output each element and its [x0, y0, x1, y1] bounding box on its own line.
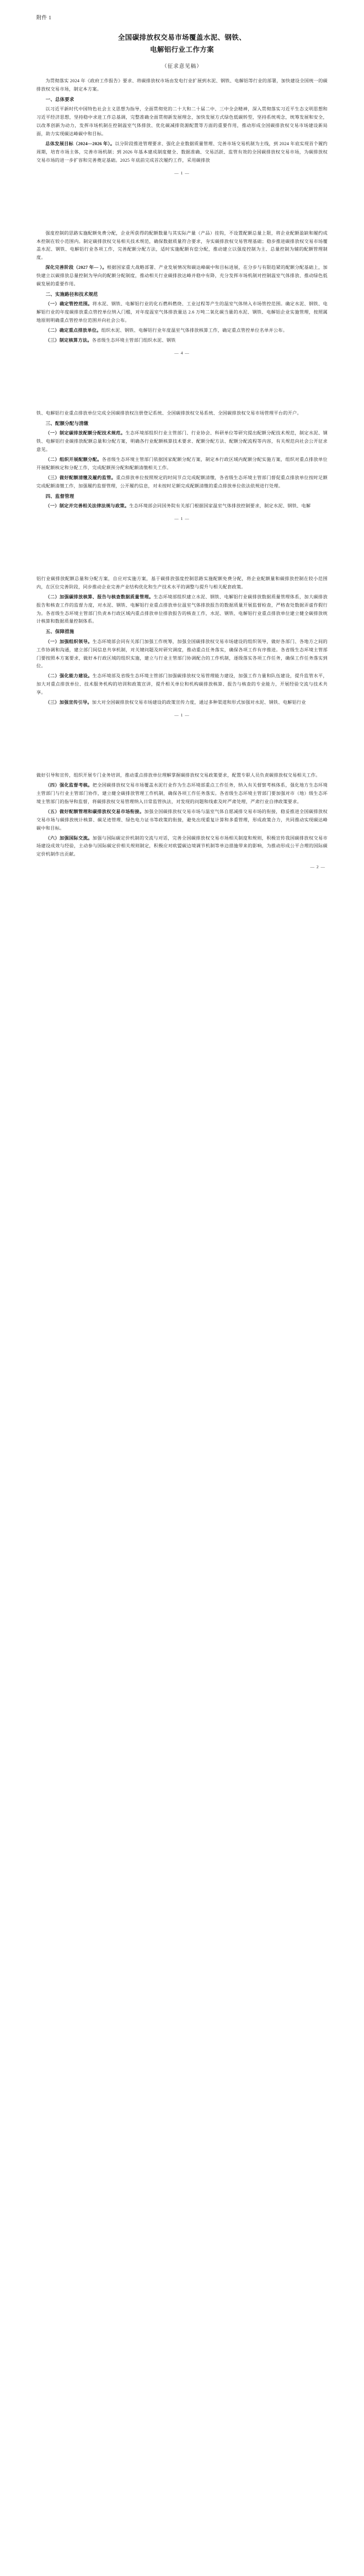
paragraph: 铝行业碳排放配额总量和分配方案，自应对实施方案，基于碳排放强度控制思路实施配额免费分配，将企业配额量和碳排放控制在较小范围内，在区位完善阶段，同步推动企业完善产业结构优化和生产技术水平的调整与提升与相关配套政策。 — [36, 576, 328, 589]
lead-body: 生态环境部会同有关部门加强工作统筹，加强全国碳排放权交易市场建设的组织领导，做好各部门、各地方之间的工作协调和沟通，建立部门间信息共享机制，对关键问题及时研究调度，推动重点任务落实，确保各项工作有序推进。各省级生态环境主管部门要按照本方案要求，做好本行政区域的组织实施，建立与行业主管部门协调配合的工作机制，逐级落实各项工作任务，确保工作任务落实到位。 — [36, 639, 328, 669]
page-number: — 1 — — [174, 516, 190, 521]
lead-label: （二）组织开展配额分配。 — [45, 456, 102, 462]
section-heading: 四、监督管理 — [45, 493, 74, 499]
lead-body: 把全国碳排放权交易市场覆盖水泥行业作为生态环境部重点工作任务，纳入有关督察考核体系，强化地方生态环境主管部门与行业主管部门协作，建立健全碳排放管理工作机制，确保各项工作任务落实。各省级生态环境主管部门要加强对市（地）级生态环境主管部门的指导和监督，将碳排放权交易管理纳入日常监管执法，对发现的问题和线索及时严肃处理，严肃行业自律政策要求。 — [36, 782, 328, 804]
lead-label: 深化完善阶段（2027 年— ）。 — [45, 265, 107, 270]
paragraph-with-lead — [36, 327, 328, 335]
lead-label: 总体发展目标（2024—2026 年）。 — [45, 141, 115, 146]
paragraph-with-lead — [36, 699, 328, 707]
document-page-5 — [0, 757, 364, 879]
section-heading: 一、总体要求 — [45, 97, 74, 102]
paragraph-with-lead — [36, 835, 328, 859]
lead-label: （三）做好配额清缴及履约监管。 — [45, 475, 116, 480]
section-heading: 五、保障措施 — [45, 629, 74, 635]
paragraph-with-lead — [36, 593, 328, 626]
paragraph-with-lead — [36, 300, 328, 325]
section-heading: 三、配额分配与清缴 — [45, 421, 89, 426]
document-subtitle: （征求意见稿） — [162, 64, 202, 70]
paragraph-with-lead — [36, 429, 328, 454]
paragraph: 为贯彻落实 2024 年《政府工作报告》要求、将碳排放权市场由发电行业扩展到水泥、钢铁、电解铝等行业的部署，加快建设全国统一的碳排放权交易市场，制定本方案。 — [36, 78, 328, 92]
page-title-line-2: 电解铝行业工作方案 — [149, 46, 215, 54]
lead-body: 以分阶段推进管理要求、强化企业数据质量管理、完善市场交易机制为主线，到 2024 年底实现首个履约周期，培育市场主体，完善市场机制；到 2026 年基本建成制度健全、数据准确、交易活跃、监管有效的全国碳排放权交易市场，为碳排放权交易市场的进一步扩容和完善奠定基础。2025 年底前完成首次履约工作，采用碳排放 — [36, 141, 328, 163]
paragraph-with-lead — [36, 140, 328, 165]
document-page-4 — [0, 561, 364, 727]
lead-body: 生态环境部会同国务院有关部门根据国家温室气体排放控制要求，制定水泥、钢铁、电解 — [129, 503, 311, 508]
paragraph-with-lead — [36, 808, 328, 833]
page-number: — 1 — — [174, 170, 190, 176]
lead-label: （六）加强国际交流。 — [45, 835, 93, 841]
lead-body: 组织水泥、钢铁、电解铝行业年度温室气体排放核算工作，确定重点管控单位名单并公布。 — [101, 328, 288, 333]
section-heading: 二、实施路径和技术规范 — [45, 292, 98, 298]
document-page-3 — [0, 395, 364, 531]
page-number: — 1 — — [174, 713, 190, 718]
lead-body: 生态环境部组织行业主管部门、行业协会、科研单位等研究提出配额分配技术规范，制定水泥、钢铁、电解铝行业碳排放配额总量和分配方案，明确各行业配额核算技术要求、配额分配方法、配额分配流程等内容，有关规范向社会公开征求意见。 — [36, 431, 328, 453]
lead-body: 加大对全国碳排放权交易市场建设的政策宣传力度，通过多种渠道和形式加强对水泥、钢铁、电解铝行业 — [92, 700, 306, 705]
lead-label: （五）做好配额管理和碳排放权交易市场衔接。 — [45, 809, 144, 814]
paragraph: 强度控制的思路实施配额免费分配，企业所获得的配额数量与其实际产量（产品）挂钩，不设置配额总量上限，将企业配额盈缺和履约成本控制在较小范围内。制定碳排放权交易相关技术规范，确保数据质量符合要求，夯实碳排放权交易管理基础；稳步推进碳排放权交易市场覆盖水泥、钢铁、电解铝行业各项工作，完善配额分配方法，适时实施配额有偿分配，推动建立以强度控制为主、总量控制为辅的配额管理制度。 — [36, 230, 328, 261]
lead-body: 生态环境部组织建立水泥、钢铁、电解铝行业碳排放数据质量管理体系，加大碳排放报告和核查工作的监督力度，对水泥、钢铁、电解铝行业重点排放单位温室气体排放报告的数据质量开展监督检查，严格查处数据弄虚作假行为。各省级生态环境主管部门负责本行政区域内重点排放单位排放报告的核查工作，水泥、钢铁、电解铝行业重点排放单位建立健全碳排放统计核算和数据质量控制体系。 — [36, 594, 328, 624]
lead-body: 各省级生态环境主管部门依据国家配额分配方案，制定本行政区域内配额分配实施方案，组织对重点排放单位开展配额核定和分配工作，完成配额预分配和配额清缴相关工作。 — [36, 456, 328, 470]
paragraph-with-lead — [36, 456, 328, 472]
page-title-line-1: 全国碳排放权交易市场覆盖水泥、钢铁、 — [117, 34, 247, 42]
lead-body: 生态环境部及省级生态环境主管部门加强碳排放权交易管理能力建设，加强工作力量和队伍建设，提升监管水平，加大对重点排放单位、技术服务机构的培训和政策宣讲，提升相关单位和机构碳排放核算、报告与核查的专业能力，开展经验交流与技术共享。 — [36, 673, 328, 695]
paragraph: 铁、电解铝行业重点排放单位完成全国碳排放权注册登记系统、全国碳排放权交易系统、全国碳排放权交易市场管理平台的开户。 — [36, 410, 302, 416]
lead-label: （一）制定碳排放配额分配技术规范。 — [45, 431, 126, 436]
lead-body: 将水泥、钢铁、电解铝行业的化石燃料燃烧、工业过程等产生的温室气体纳入市场管控范围。确定水泥、钢铁、电解铝行业的年度碳排放重点管控单位纳入门槛，对年度温室气体排放量达 2.6 万吨二氧化碳当量的水泥、钢铁、电解铝企业实施管理，按照属地原则明确重点管控单位范围并向社会公布。 — [36, 301, 328, 323]
lead-body: 加强全国碳排放权交易市场与温室气体自愿减排交易市场的衔接，稳妥推进全国碳排放权交易市场与碳排放统计核算、碳足迹管理、绿色电力证书等政策的衔接，避免出现重复计算和多重管理，形成政策合力，共同推动实现碳达峰碳中和目标。 — [36, 809, 328, 831]
lead-label: （四）强化监督考核。 — [45, 782, 93, 788]
lead-label: （二）强化能力建设。 — [45, 673, 93, 679]
lead-label: （一）确定管控范围。 — [45, 301, 93, 307]
lead-body: 加强与国际碳定价机制的交流与对话，完善全国碳排放权交易市场相关制度和规则，积极宣传我国碳排放权交易市场建设成效与经验，主动参与国际碳定价相关规则制定，积极应对欧盟碳边境调节机制等单边措施带来的影响，为推动形成公平合理的国际碳定价机制作出贡献。 — [36, 835, 328, 857]
paragraph-with-lead — [36, 638, 328, 671]
lead-label: （一）加强组织领导。 — [45, 639, 93, 644]
page-number: — 2 — — [310, 864, 325, 870]
lead-label: （一）制定并完善相关法律法规与政策。 — [45, 503, 130, 508]
lead-label: （三）制定核算方法。 — [45, 338, 92, 343]
paragraph-with-lead — [36, 337, 328, 345]
lead-body: 重点排放单位按照规定的时间节点完成配额清缴，各省级生态环境主管部门督促重点排放单位按时足额完成配额清缴工作，加强履约监督管理，公开履约信息，对未按时足额完成配额清缴的重点排放单位依法依规进行处理。 — [36, 475, 328, 488]
lead-body: 各省级生态环境主管部门组织水泥、钢铁 — [92, 338, 176, 343]
paragraph-with-lead — [36, 672, 328, 697]
paragraph: 做好引导和宣传，组织开展专门业务培训，推动重点排放单位理解掌握碳排放权交易政策要求，配置专职人员负责碳排放权交易相关工作。 — [36, 773, 320, 778]
lead-label: （二）确定重点排放单位。 — [45, 328, 101, 333]
page-gap — [0, 185, 364, 215]
page-number: — 4 — — [174, 350, 190, 355]
paragraph-with-lead — [36, 782, 328, 806]
attachment-label: 附件 1 — [36, 15, 52, 21]
paragraph-with-lead — [36, 474, 328, 491]
paragraph-with-lead — [36, 502, 328, 511]
page-gap — [0, 365, 364, 395]
lead-body: 根据国家重大战略部署、产业发展情况和碳达峰碳中和目标进展，在分步与有限趋紧的配额分配基础上，加快建立以碳排放总量控制为导向的配额分配制度，推动相关行业碳排放达峰并稳中有降，充分发挥市场机制对控制温室气体排放、推动绿色低碳发展的重要作用。 — [36, 265, 328, 287]
page-gap — [0, 727, 364, 757]
lead-label: （二）加强碳排放核算、报告与核查数据质量管理。 — [45, 594, 154, 599]
document-page-1 — [0, 0, 364, 185]
document-page-2 — [0, 215, 364, 365]
paragraph: 以习近平新时代中国特色社会主义思想为指导，全面贯彻党的二十大和二十届二中、三中全会精神，深入贯彻落实习近平生态文明思想和习近平经济思想，坚持稳中求进工作总基调，完整准确全面贯彻新发展理念，加快发展方式绿色低碳转型，坚持系统观念，统筹发展和安全，以改革创新为动力，发挥市场机制在控制温室气体排放、优化碳减排资源配置等方面的重要作用，推动形成全国碳排放权交易市场建设新局面，助力实现碳达峰碳中和目标。 — [36, 107, 328, 136]
page-title — [36, 32, 328, 56]
lead-label: （三）加强宣传引导。 — [45, 700, 92, 705]
page-gap — [0, 531, 364, 561]
paragraph-with-lead — [36, 264, 328, 289]
